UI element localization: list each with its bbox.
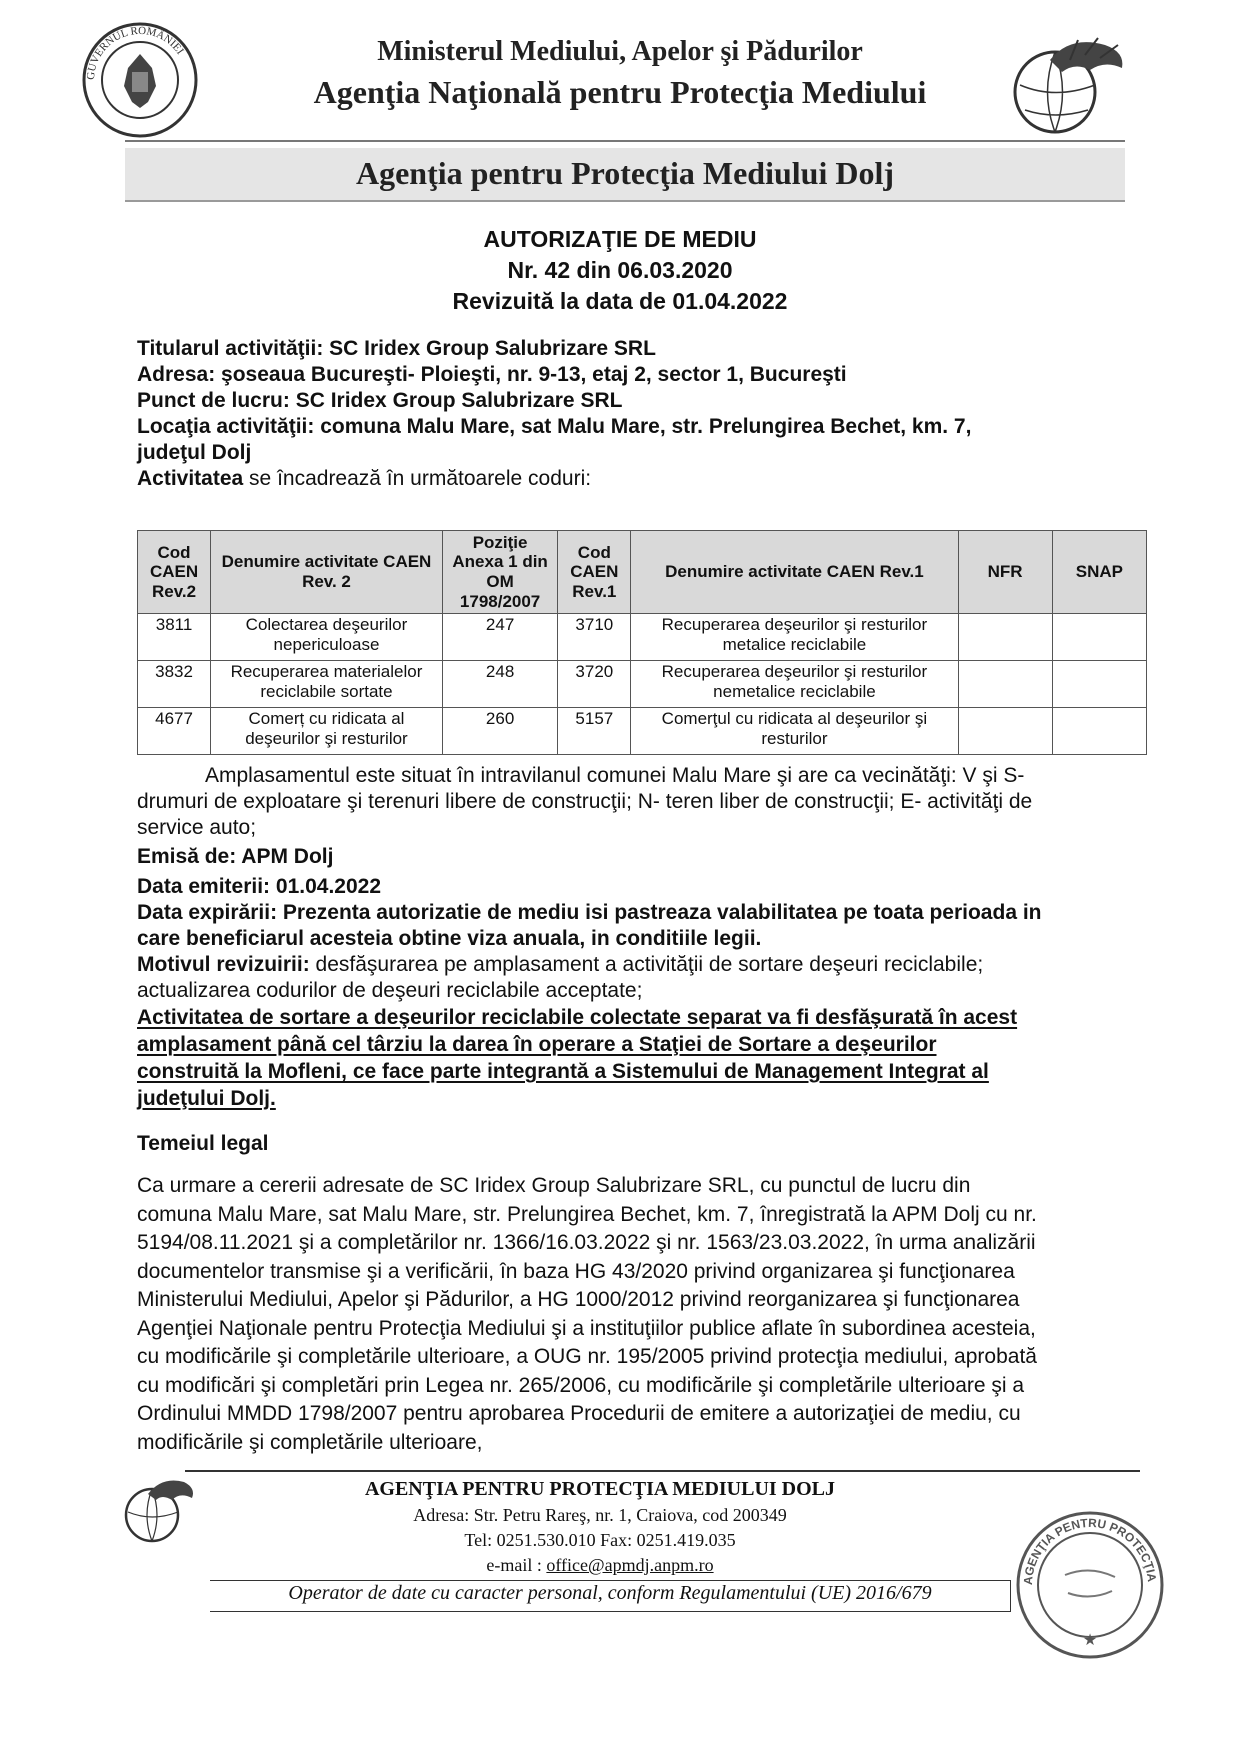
legal-basis-text: Ca urmare a cererii adresate de SC Iridex Group Salubrizare SRL, cu punctul de lucru din comuna Malu Mare, sat Malu Mare, str. Prelungirea Bechet, km. 7, înregistrată la APM Dolj cu nr. 5194/08.11.2021 şi a completărilor nr. 1366/16.03.2022 şi nr. 1563/23.03.2022, în urma analizării documentelor transmise şi a verificării, în baza HG 43/2020 privind organizarea şi funcţionarea Ministerului Mediului, Apelor şi Pădurilor, a HG 1000/2012 privind reorganizarea şi funcţionarea Agenţiei Naţionale pentru Protecţia Mediului şi a instituţiilor publice aflate în subordinea acesteia, cu modificările şi completările ulterioare, a OUG nr. 195/2005 privind protecţia mediului, aprobată cu modificări şi completări prin Legea nr. 265/2006, cu modificările şi completările ulterioare şi a Ordinului MMDD 1798/2007 pentru aprobarea Procedurii de emitere a autorizaţiei de mediu, cu modificările şi completările ulterioare, <box>137 1174 1037 1454</box>
revision-reason-block: Motivul revizuirii: desfăşurarea pe amplasament a activităţii de sortare deşeuri reciclabile; actualizarea codurilor de deşeuri reciclabile acceptate; <box>137 953 984 1002</box>
table-cell: Recuperarea deşeurilor şi resturilor nemetalice reciclabile <box>631 661 958 708</box>
col-header-snap: SNAP <box>1052 531 1146 614</box>
table-cell <box>958 614 1052 661</box>
issued-by-line: Emisă de: APM Dolj <box>137 845 334 868</box>
table-cell: 3832 <box>138 661 211 708</box>
globe-tree-icon <box>1010 30 1130 140</box>
footer-address: Adresa: Str. Petru Rareş, nr. 1, Craiova, cod 200349 <box>413 1505 787 1525</box>
table-cell: 3710 <box>558 614 631 661</box>
table-cell: Recuperarea materialelor reciclabile sortate <box>211 661 443 708</box>
expiry-block: Data expirării: Prezenta autorizatie de mediu isi pastreaza valabilitatea pe toata perioada in care beneficiarul acesteia obtine viza anuala, in conditiile legii. <box>137 901 1042 950</box>
table-cell: 248 <box>442 661 557 708</box>
address-line: Adresa: şoseaua Bucureşti- Ploieşti, nr. 9-13, etaj 2, sector 1, Bucureşti <box>137 363 847 386</box>
table-cell: 5157 <box>558 708 631 755</box>
holder-line: Titularul activităţii: SC Iridex Group Salubrizare SRL <box>137 337 656 360</box>
header-divider <box>125 140 1125 142</box>
svg-text:GUVERNUL ROMÂNIEI: GUVERNUL ROMÂNIEI <box>84 24 187 81</box>
caen-codes-table <box>137 530 1147 755</box>
footer-agency-name: AGENŢIA PENTRU PROTECŢIA MEDIULUI DOLJ <box>364 1478 836 1500</box>
location-line: Locaţia activităţii: comuna Malu Mare, sat Malu Mare, str. Prelungirea Bechet, km. 7, <box>137 415 972 438</box>
table-cell: 4677 <box>138 708 211 755</box>
table-cell: Comerț cu ridicata al deşeurilor şi resturilor <box>211 708 443 755</box>
col-header-cod-rev1: Cod CAEN Rev.1 <box>558 531 631 614</box>
footer-email: e-mail : office@apmdj.anpm.ro <box>486 1555 714 1575</box>
agency-round-stamp-icon <box>1010 1505 1170 1665</box>
site-description: Amplasamentul este situat în intravilanul comunei Malu Mare şi are ca vecinătăţi: V şi S- drumuri de exploatare şi terenuri libere de construcţii; N- teren liber de construcţii; E- activităţi de service auto; <box>137 764 1033 839</box>
col-header-denumire-rev1: Denumire activitate CAEN Rev.1 <box>631 531 958 614</box>
table-cell: 260 <box>442 708 557 755</box>
workpoint-line: Punct de lucru: SC Iridex Group Salubrizare SRL <box>137 389 623 412</box>
col-header-cod-rev2: Cod CAEN Rev.2 <box>138 531 211 614</box>
national-agency-name: Agenţia Naţională pentru Protecţia Mediului <box>313 74 927 110</box>
activity-line: Activitatea se încadrează în următoarele coduri: <box>137 467 592 490</box>
table-cell <box>1052 708 1146 755</box>
location-line-2: judeţul Dolj <box>137 441 252 464</box>
col-header-denumire-rev2: Denumire activitate CAEN Rev. 2 <box>211 531 443 614</box>
footer-divider <box>185 1470 1140 1472</box>
gdpr-notice: Operator de date cu caracter personal, conform Regulamentului (UE) 2016/679 <box>288 1582 932 1604</box>
table-row <box>138 614 1147 661</box>
table-row <box>138 708 1147 755</box>
table-cell <box>958 708 1052 755</box>
table-cell: Recuperarea deşeurilor şi resturilor metalice reciclabile <box>631 614 958 661</box>
email-link[interactable]: office@apmdj.anpm.ro <box>546 1555 714 1575</box>
issue-date-line: Data emiterii: 01.04.2022 <box>137 875 381 898</box>
table-cell: 3811 <box>138 614 211 661</box>
svg-text:AGENŢIA PENTRU PROTECŢIA MEDIU: AGENŢIA PENTRU PROTECŢIA <box>1020 1515 1159 1586</box>
col-header-pozitie: Poziţie Anexa 1 din OM 1798/2007 <box>442 531 557 614</box>
table-cell <box>958 661 1052 708</box>
document-title: AUTORIZAŢIE DE MEDIU <box>483 226 757 252</box>
sorting-activity-note: Activitatea de sortare a deşeurilor reciclabile colectate separat va fi desfăşurată în acest amplasament până cel târziu la darea în operare a Staţiei de Sortare a deşeurilor construită la Mofleni, ce face parte integrantă a Sistemului de Management Integrat al judeţului Dolj. <box>137 1006 1018 1110</box>
table-cell: Comerţul cu ridicata al deşeurilor şi resturilor <box>631 708 958 755</box>
table-cell: Colectarea deşeurilor nepericuloase <box>211 614 443 661</box>
svg-text:★: ★ <box>1082 1632 1098 1649</box>
revision-date: Revizuită la data de 01.04.2022 <box>452 288 788 314</box>
footer-phone: Tel: 0251.530.010 Fax: 0251.419.035 <box>464 1530 736 1550</box>
col-header-nfr: NFR <box>958 531 1052 614</box>
document-number: Nr. 42 din 06.03.2020 <box>507 257 733 283</box>
table-cell: 3720 <box>558 661 631 708</box>
table-cell <box>1052 661 1146 708</box>
table-cell <box>1052 614 1146 661</box>
local-agency-title: Agenţia pentru Protecţia Mediului Dolj <box>355 155 894 191</box>
legal-basis-heading: Temeiul legal <box>137 1132 269 1155</box>
ministry-name: Ministerul Mediului, Apelor şi Pădurilor <box>377 36 863 67</box>
table-cell: 247 <box>442 614 557 661</box>
table-header-row <box>138 531 1147 614</box>
table-row <box>138 661 1147 708</box>
